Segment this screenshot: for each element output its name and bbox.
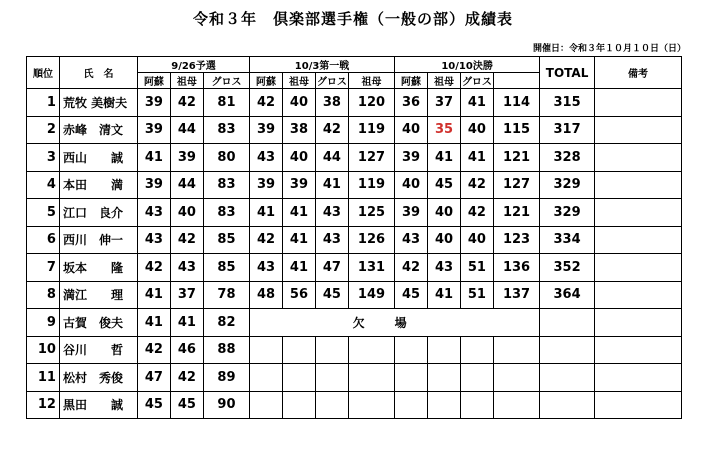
- player-name: 黒田 誠: [59, 391, 137, 419]
- score-cell: 83: [203, 199, 249, 227]
- score-cell: 123: [493, 226, 539, 254]
- notes-cell: [595, 171, 682, 199]
- empty-cell: [493, 336, 539, 364]
- score-cell: 127: [493, 171, 539, 199]
- score-cell: 40: [460, 226, 493, 254]
- total-cell: 334: [540, 226, 595, 254]
- notes-cell: [595, 144, 682, 172]
- empty-cell: [428, 336, 461, 364]
- score-cell: 42: [460, 199, 493, 227]
- subheader-r1-aso: 阿蘇: [137, 73, 170, 89]
- score-cell: 45: [170, 391, 203, 419]
- subheader-r2-gross: グロス: [315, 73, 348, 89]
- score-cell: 51: [460, 254, 493, 282]
- score-cell: 119: [348, 116, 394, 144]
- score-cell: 48: [250, 281, 283, 309]
- score-cell: 41: [428, 281, 461, 309]
- score-cell: 43: [137, 199, 170, 227]
- score-cell: 42: [395, 254, 428, 282]
- score-cell: 41: [282, 254, 315, 282]
- score-cell: 121: [493, 199, 539, 227]
- score-cell: 81: [203, 89, 249, 117]
- header-total: TOTAL: [540, 57, 595, 89]
- score-cell: 42: [170, 226, 203, 254]
- score-cell: 39: [282, 171, 315, 199]
- score-cell: 39: [250, 171, 283, 199]
- player-name: 西川 伸一: [59, 226, 137, 254]
- score-cell: 36: [395, 89, 428, 117]
- score-cell: 42: [170, 364, 203, 392]
- score-cell: 120: [348, 89, 394, 117]
- score-cell: 41: [137, 144, 170, 172]
- empty-cell: [460, 364, 493, 392]
- score-cell: 42: [315, 116, 348, 144]
- player-name: 満江 理: [59, 281, 137, 309]
- score-cell: 78: [203, 281, 249, 309]
- empty-cell: [348, 391, 394, 419]
- score-cell: 136: [493, 254, 539, 282]
- header-round1: 9/26予選: [137, 57, 249, 73]
- rank-cell: 6: [27, 226, 60, 254]
- total-cell: 329: [540, 199, 595, 227]
- table-row: [27, 336, 682, 364]
- notes-cell: [595, 116, 682, 144]
- total-cell: 328: [540, 144, 595, 172]
- score-cell: 47: [137, 364, 170, 392]
- score-cell: 83: [203, 171, 249, 199]
- total-cell: [540, 309, 595, 337]
- score-cell: 43: [315, 226, 348, 254]
- empty-cell: [460, 336, 493, 364]
- table-row: [27, 391, 682, 419]
- score-cell: 39: [137, 89, 170, 117]
- absent-label: 欠場: [250, 309, 540, 337]
- results-table: [26, 56, 682, 419]
- table-row: [27, 226, 682, 254]
- score-cell: 42: [460, 171, 493, 199]
- player-name: 谷川 哲: [59, 336, 137, 364]
- score-cell: 41: [460, 89, 493, 117]
- score-cell: 41: [137, 281, 170, 309]
- empty-cell: [428, 364, 461, 392]
- subheader-r2-sobo: 祖母: [282, 73, 315, 89]
- total-cell: [540, 364, 595, 392]
- score-cell: 41: [170, 309, 203, 337]
- notes-cell: [595, 226, 682, 254]
- total-cell: [540, 391, 595, 419]
- table-row: [27, 309, 682, 337]
- score-cell: 40: [428, 199, 461, 227]
- notes-cell: [595, 254, 682, 282]
- score-cell: 126: [348, 226, 394, 254]
- score-cell: 51: [460, 281, 493, 309]
- score-cell: 121: [493, 144, 539, 172]
- score-cell: 127: [348, 144, 394, 172]
- empty-cell: [250, 364, 283, 392]
- player-name: 江口 良介: [59, 199, 137, 227]
- header-notes: 備考: [595, 57, 682, 89]
- score-cell: 41: [137, 309, 170, 337]
- empty-cell: [493, 364, 539, 392]
- score-cell: 44: [315, 144, 348, 172]
- player-name: 古賀 俊夫: [59, 309, 137, 337]
- empty-cell: [315, 364, 348, 392]
- notes-cell: [595, 391, 682, 419]
- score-cell: 125: [348, 199, 394, 227]
- empty-cell: [460, 391, 493, 419]
- score-cell: 39: [170, 144, 203, 172]
- empty-cell: [493, 391, 539, 419]
- score-cell: 44: [170, 116, 203, 144]
- score-cell: 40: [170, 199, 203, 227]
- score-cell: 39: [395, 199, 428, 227]
- player-name: 荒牧 美樹夫: [59, 89, 137, 117]
- rank-cell: 7: [27, 254, 60, 282]
- score-cell: 45: [395, 281, 428, 309]
- score-cell: 82: [203, 309, 249, 337]
- header-round3: 10/10決勝: [395, 57, 540, 73]
- score-cell: 89: [203, 364, 249, 392]
- table-row: [27, 89, 682, 117]
- notes-cell: [595, 281, 682, 309]
- score-cell: 42: [170, 89, 203, 117]
- score-cell: 90: [203, 391, 249, 419]
- score-cell: 39: [395, 144, 428, 172]
- header-rank: 順位: [27, 57, 60, 89]
- subheader-r3-aso: 阿蘇: [395, 73, 428, 89]
- score-cell: 45: [137, 391, 170, 419]
- table-row: [27, 199, 682, 227]
- empty-cell: [428, 391, 461, 419]
- rank-cell: 11: [27, 364, 60, 392]
- score-cell: 131: [348, 254, 394, 282]
- rank-cell: 1: [27, 89, 60, 117]
- score-cell: 47: [315, 254, 348, 282]
- empty-cell: [282, 391, 315, 419]
- score-cell: 43: [250, 144, 283, 172]
- score-cell: 37: [170, 281, 203, 309]
- score-cell: 40: [282, 144, 315, 172]
- score-cell: 42: [137, 336, 170, 364]
- total-cell: 352: [540, 254, 595, 282]
- score-cell: 44: [170, 171, 203, 199]
- table-row: [27, 364, 682, 392]
- player-name: 西山 誠: [59, 144, 137, 172]
- total-cell: 315: [540, 89, 595, 117]
- score-cell: 39: [137, 171, 170, 199]
- total-cell: 329: [540, 171, 595, 199]
- score-cell: 85: [203, 226, 249, 254]
- score-cell: 40: [460, 116, 493, 144]
- score-cell: 41: [460, 144, 493, 172]
- score-cell: 119: [348, 171, 394, 199]
- notes-cell: [595, 336, 682, 364]
- subheader-r1-sobo: 祖母: [170, 73, 203, 89]
- score-cell: 43: [250, 254, 283, 282]
- notes-cell: [595, 309, 682, 337]
- score-cell: 80: [203, 144, 249, 172]
- empty-cell: [282, 336, 315, 364]
- table-row: [27, 144, 682, 172]
- header-name: 氏 名: [59, 57, 137, 89]
- notes-cell: [595, 364, 682, 392]
- subheader-r3-sobo-2: 祖母: [428, 73, 461, 89]
- notes-cell: [595, 199, 682, 227]
- rank-cell: 10: [27, 336, 60, 364]
- event-date: 開催日：令和３年１０月１０日（日）: [532, 44, 686, 54]
- score-cell: 46: [170, 336, 203, 364]
- score-cell: 42: [250, 226, 283, 254]
- score-cell: 39: [137, 116, 170, 144]
- score-cell: 88: [203, 336, 249, 364]
- score-cell: 115: [493, 116, 539, 144]
- empty-cell: [315, 391, 348, 419]
- player-name: 松村 秀俊: [59, 364, 137, 392]
- rank-cell: 5: [27, 199, 60, 227]
- score-cell: 41: [282, 199, 315, 227]
- empty-cell: [250, 336, 283, 364]
- score-cell: 43: [137, 226, 170, 254]
- rank-cell: 9: [27, 309, 60, 337]
- subheader-r2-aso: 阿蘇: [250, 73, 283, 89]
- subheader-r3-gross: グロス: [460, 73, 493, 89]
- player-name: 坂本 隆: [59, 254, 137, 282]
- score-cell: 41: [250, 199, 283, 227]
- player-name: 本田 満: [59, 171, 137, 199]
- score-cell: 85: [203, 254, 249, 282]
- score-cell: 43: [428, 254, 461, 282]
- score-cell: 35: [428, 116, 461, 144]
- empty-cell: [348, 336, 394, 364]
- total-cell: 364: [540, 281, 595, 309]
- score-cell: 114: [493, 89, 539, 117]
- empty-cell: [315, 336, 348, 364]
- rank-cell: 8: [27, 281, 60, 309]
- score-cell: 43: [395, 226, 428, 254]
- table-row: [27, 254, 682, 282]
- total-cell: 317: [540, 116, 595, 144]
- score-cell: 41: [282, 226, 315, 254]
- table-row: [27, 171, 682, 199]
- score-cell: 39: [250, 116, 283, 144]
- empty-cell: [395, 336, 428, 364]
- score-cell: 40: [395, 116, 428, 144]
- subheader-r1-gross: グロス: [203, 73, 249, 89]
- notes-cell: [595, 89, 682, 117]
- player-name: 赤峰 清文: [59, 116, 137, 144]
- score-cell: 38: [315, 89, 348, 117]
- rank-cell: 4: [27, 171, 60, 199]
- score-cell: 40: [395, 171, 428, 199]
- score-cell: 45: [428, 171, 461, 199]
- score-cell: 56: [282, 281, 315, 309]
- rank-cell: 3: [27, 144, 60, 172]
- page-title: 令和３年 倶楽部選手権（一般の部）成績表: [192, 10, 513, 28]
- score-cell: 45: [315, 281, 348, 309]
- score-cell: 83: [203, 116, 249, 144]
- score-cell: 37: [428, 89, 461, 117]
- empty-cell: [348, 364, 394, 392]
- empty-cell: [395, 364, 428, 392]
- empty-cell: [250, 391, 283, 419]
- empty-cell: [395, 391, 428, 419]
- subheader-r3-sobo: 祖母: [348, 73, 394, 89]
- score-cell: 40: [428, 226, 461, 254]
- empty-cell: [282, 364, 315, 392]
- score-cell: 43: [170, 254, 203, 282]
- score-cell: 149: [348, 281, 394, 309]
- rank-cell: 2: [27, 116, 60, 144]
- table-row: [27, 281, 682, 309]
- header-round2: 10/3第一戦: [250, 57, 395, 73]
- score-cell: 41: [428, 144, 461, 172]
- score-cell: 137: [493, 281, 539, 309]
- score-cell: 40: [282, 89, 315, 117]
- score-cell: 43: [315, 199, 348, 227]
- score-cell: 42: [250, 89, 283, 117]
- score-cell: 38: [282, 116, 315, 144]
- total-cell: [540, 336, 595, 364]
- score-cell: 41: [315, 171, 348, 199]
- rank-cell: 12: [27, 391, 60, 419]
- score-cell: 42: [137, 254, 170, 282]
- table-row: [27, 116, 682, 144]
